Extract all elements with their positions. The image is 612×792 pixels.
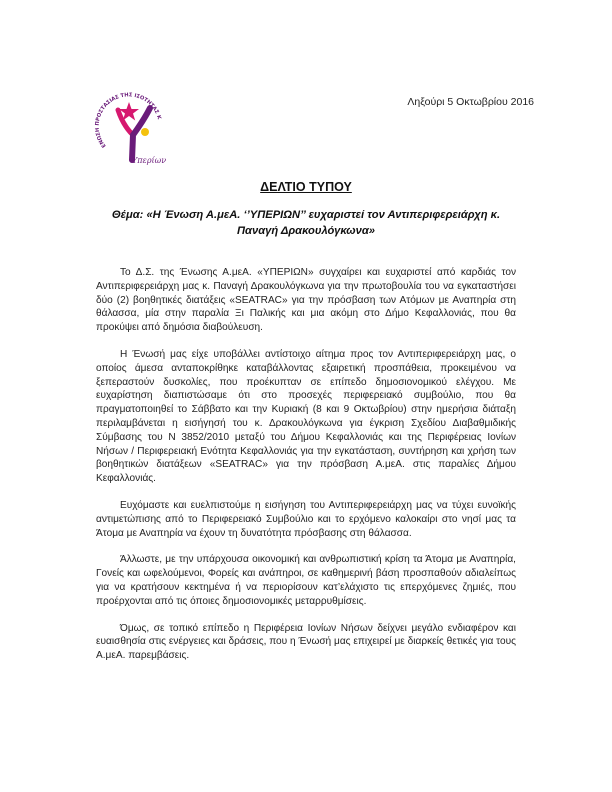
paragraph-3: Ευχόμαστε και ευελπιστούμε η εισήγηση του Αντιπεριφερειάρχη μας να τύχει ευνοϊκής αντιμετώπισης από το Περιφερειακό Συμβούλιο και το ερχόμενο καλοκαίρι στο νησί μας τα Άτομα με Αναπηρία να έχουν τη δυνατότητα πρόσβασης στη θάλασσα. (96, 499, 516, 539)
subject-line (96, 207, 516, 239)
logo-yellow-dot (141, 128, 149, 136)
paragraph-5: Όμως, σε τοπικό επίπεδο η Περιφέρεια Ιονίων Νήσων δείχνει μεγάλο ενδιαφέρον και ευαισθησία στις ενέργειες και δράσεις, που η Ένωσή μας επιχειρεί με διαρκείς θετικές για τους Α.μεΑ. παρεμβάσεις. (96, 622, 516, 662)
hyperion-logo-icon (92, 80, 172, 170)
page-title: ΔΕΛΤΙΟ ΤΥΠΟΥ (260, 180, 352, 194)
paragraph-1: Το Δ.Σ. της Ένωσης Α.μεΑ. «ΥΠΕΡΙΩΝ» συγχαίρει και ευχαριστεί από καρδιάς τον Αντιπεριφερειάρχη μας κ. Παναγή Δρακουλόγκωνα για την πρωτοβουλία του να εγκαταστήσει δύο (2) βοηθητικές διατάξεις «SEATRAC» για την πρόσβαση των Ατόμων με Αναπηρία στη θάλασσα, μία στην παραλία Ξι Παλικής και μια ακόμη στο Δήμο Κεφαλλονιάς, που θα προκύψει από δημόσια διαβούλευση. (96, 267, 516, 334)
paragraph-2: Η Ένωσή μας είχε υποβάλλει αντίστοιχο αίτημα προς τον Αντιπεριφερειάρχη μας, ο οποίος άμεσα ανταποκρίθηκε καταβάλλοντας εξαιρετική προσπάθεια, προκειμένου να ξεπεραστούν δυσκολίες, που προέκυπταν σε επίπεδο δημοσιονομικού ελέγχου. Με ευχαρίστηση διαπιστώσαμε ότι στο προσεχές περιφερειακό συμβούλιο, που θα πραγματοποιηθεί το Σάββατο και την Κυριακή (8 και 9 Οκτωβρίου) στην ημερήσια διάταξη περιλαμβάνεται η εισήγησή του κ. Δρακουλόγκωνα για έγκριση Σχεδίου Διαβαθμιδικής Σύμβασης του Ν 3852/2010 μεταξύ του Δήμου Κεφαλλονιάς και της Περιφέρειας Ιονίων Νήσων / Περιφερειακή Ενότητα Κεφαλλονιάς για την εγκατάσταση, συντήρηση και χρήση των βοηθητικών διατάξεων «SEATRAC» για την πρόσβαση Α.μεΑ. στις παραλίες Δήμου Κεφαλλονιάς. (96, 348, 516, 485)
document-body (96, 266, 516, 676)
logo-ring-text: ΕΝΩΣΗ ΠΡΟΣΤΑΣΙΑΣ ΤΗΣ ΙΣΟΤΗΤΑΣ Κ (94, 92, 162, 149)
subject-line-1: Θέμα: «Η Ένωση Α.μεΑ. ‘’ΥΠΕΡΙΩΝ’’ ευχαριστεί τον Αντιπεριφερειάρχη κ. (111, 209, 501, 221)
subject-line-2: Παναγή Δρακουλόγκωνα» (237, 225, 375, 237)
logo-script-text: Υπερίων (132, 156, 167, 165)
document-date: Ληξούρι 5 Οκτωβρίου 2016 (407, 96, 534, 108)
organization-logo (92, 80, 172, 170)
paragraph-4: Άλλωστε, με την υπάρχουσα οικονομική και ανθρωπιστική κρίση τα Άτομα με Αναπηρία, Γονείς και ωφελούμενοι, Φορείς και ανάπηροι, σε καθημερινή βάση προσπαθούν αδιαλείπως για να κρατήσουν κεκτημένα ή να περιορίσουν κατ’ελάχιστο τις επερχόμενες ζημιές, που προέρχονται από τις όποιες δημοσιονομικές μεταρρυθμίσεις. (96, 554, 516, 607)
